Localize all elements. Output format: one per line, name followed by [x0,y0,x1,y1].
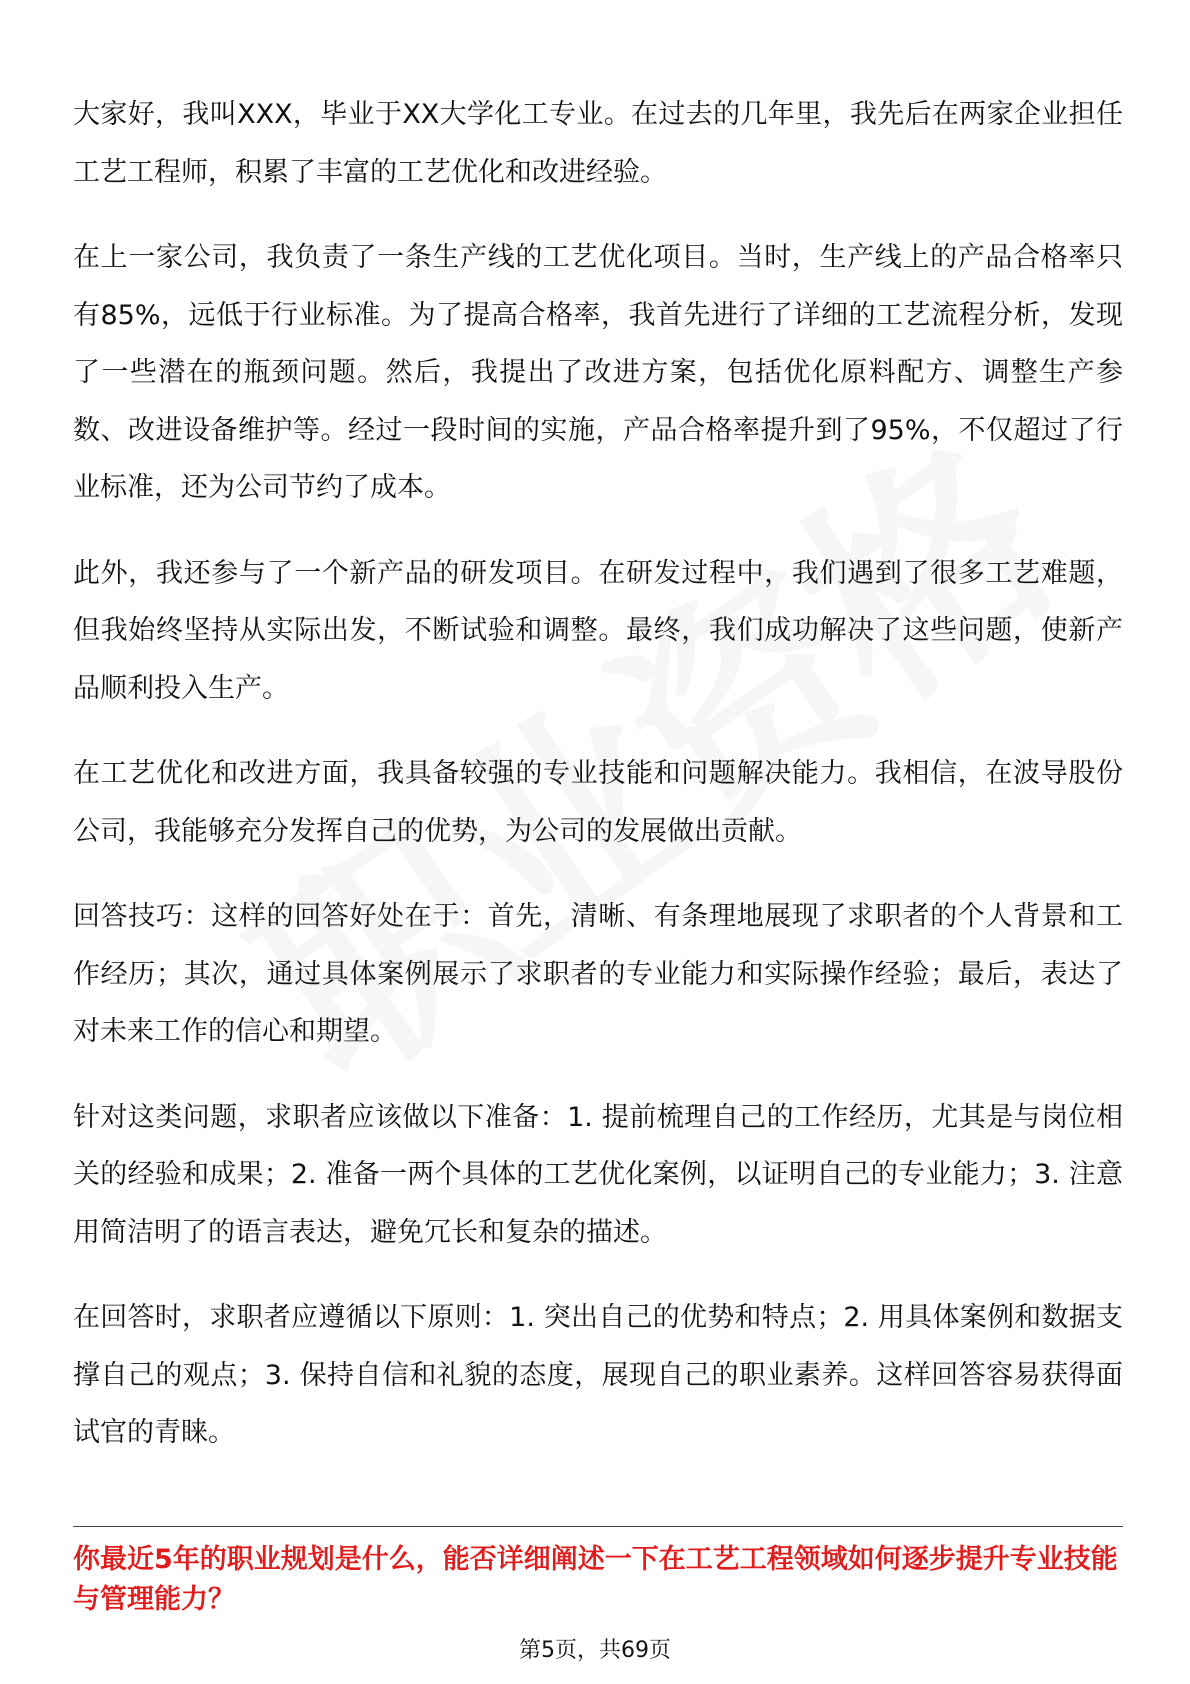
answer-body [73,86,1123,1490]
page-number: 第5页，共69页 [519,1638,671,1663]
paragraph-capability: 在工艺优化和改进方面，我具备较强的专业技能和问题解决能力。我相信，在波导股份公司，我能够充分发挥自己的优势，为公司的发展做出贡献。 [73,758,1123,847]
paragraph-rd-project: 此外，我还参与了一个新产品的研发项目。在研发过程中，我们遇到了很多工艺难题，但我始终坚持从实际出发，不断试验和调整。最终，我们成功解决了这些问题，使新产品顺利投入生产。 [73,557,1123,704]
next-question-heading: 你最近5年的职业规划是什么，能否详细阐述一下在工艺工程领域如何逐步提升专业技能与管理能力？ [73,1544,1118,1615]
paragraph-previous-project: 在上一家公司，我负责了一条生产线的工艺优化项目。当时，生产线上的产品合格率只有85%，远低于行业标准。为了提高合格率，我首先进行了详细的工艺流程分析，发现了一些潜在的瓶颈问题。然后，我提出了改进方案，包括优化原料配方、调整生产参数、改进设备维护等。经过一段时间的实施，产品合格率提升到了95%，不仅超过了行业标准，还为公司节约了成本。 [73,242,1123,503]
paragraph-intro: 大家好，我叫XXX，毕业于XX大学化工专业。在过去的几年里，我先后在两家企业担任工艺工程师，积累了丰富的工艺优化和改进经验。 [73,99,1123,188]
paragraph-preparation: 针对这类问题，求职者应该做以下准备：1. 提前梳理自己的工作经历，尤其是与岗位相关的经验和成果；2. 准备一两个具体的工艺优化案例，以证明自己的专业能力；3. 注意用简洁明了的语言表达，避免冗长和复杂的描述。 [73,1101,1123,1248]
paragraph-answer-tips: 回答技巧：这样的回答好处在于：首先，清晰、有条理地展现了求职者的个人背景和工作经历；其次，通过具体案例展示了求职者的专业能力和实际操作经验；最后，表达了对未来工作的信心和期望。 [73,901,1123,1047]
paragraph-principles: 在回答时，求职者应遵循以下原则：1. 突出自己的优势和特点；2. 用具体案例和数据支撑自己的观点；3. 保持自信和礼貌的态度，展现自己的职业素养。这样回答容易获得面试官的青睐。 [73,1302,1123,1448]
section-divider [73,1526,1123,1527]
